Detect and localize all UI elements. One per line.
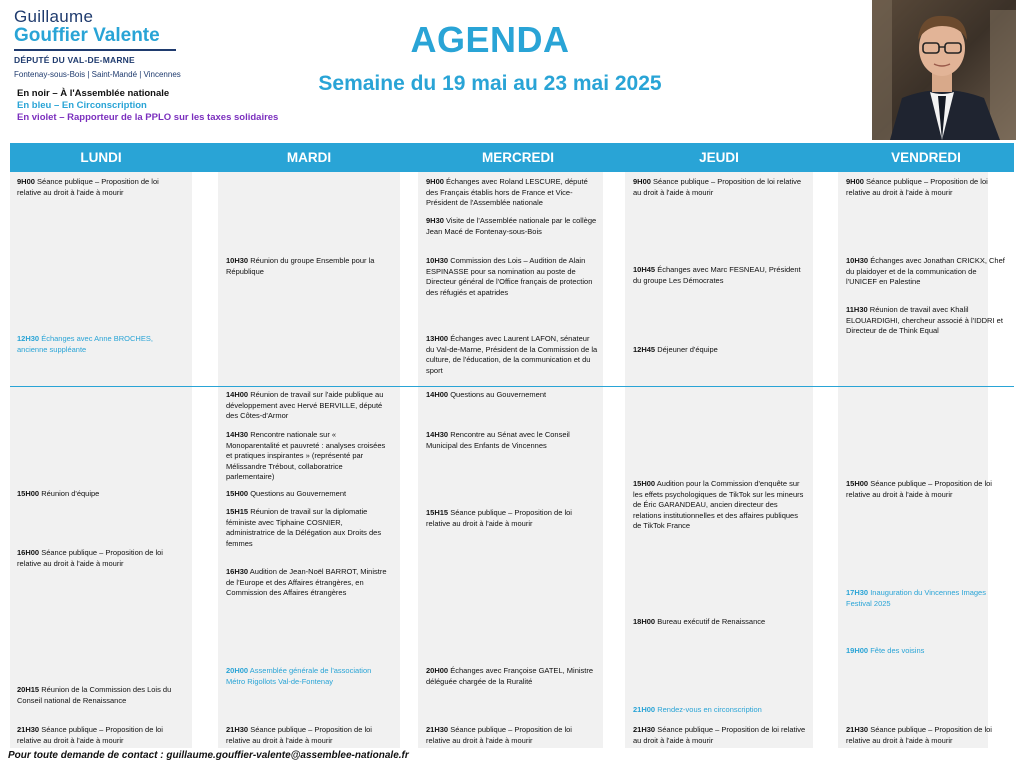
deputy-photo (872, 0, 1016, 140)
event-vendredi-1130: 11H30 Réunion de travail avec Khalil ELOUARDIGHI, chercheur associé à l'IDDRI et Directeur de de Think Equal (846, 305, 1003, 335)
event-mercredi-2000: 20H00 Échanges avec Françoise GATEL, Ministre déléguée chargée de la Ruralité (426, 666, 594, 686)
event-mercredi-0900: 9H00 Échanges avec Roland LESCURE, député des Français établis hors de France et Vice-Président de l'Assemblée nationale (426, 177, 588, 207)
event-lundi-2015: 20H15 Réunion de la Commission des Lois du Conseil national de Renaissance (17, 685, 172, 705)
legend-black: En noir – À l'Assemblée nationale (17, 88, 170, 99)
event-mardi-1630: 16H30 Audition de Jean-Noël BARROT, Ministre de l'Europe et des Affaires étrangères, en Commission des Affaires étrangères (226, 567, 387, 597)
event-jeudi-1245: 12H45 Déjeuner d'équipe (633, 345, 718, 354)
event-vendredi-1500: 15H00 Séance publique – Proposition de loi relative au droit à l'aide à mourir (846, 479, 992, 499)
event-mercredi-1515: 15H15 Séance publique – Proposition de loi relative au droit à l'aide à mourir (426, 508, 572, 528)
event-vendredi-1730: 17H30 Inauguration du Vincennes Images Festival 2025 (846, 588, 986, 608)
legend-blue: En bleu – En Circonscription (17, 100, 147, 111)
event-jeudi-1045: 10H45 Échanges avec Marc FESNEAU, Président du groupe Les Démocrates (633, 265, 801, 285)
event-mardi-1500: 15H00 Questions au Gouvernement (226, 489, 347, 498)
day-header-lundi: LUNDI (80, 150, 122, 165)
event-mercredi-1030: 10H30 Commission des Lois – Audition de Alain ESPINASSE pour sa nomination au poste de Directeur général de l'Office français de protection des réfugiés et apatrides (426, 256, 593, 297)
event-vendredi-1030: 10H30 Échanges avec Jonathan CRICKX, Chef du plaidoyer et de la communication de l'UNICEF en Palestine (846, 256, 1005, 286)
event-mardi-2000: 20H00 Assemblée générale de l'association Métro Rigollots Val-de-Fontenay (226, 666, 372, 686)
event-lundi-1230: 12H30 Échanges avec Anne BROCHES, ancienne suppléante (17, 334, 153, 354)
event-mardi-1430: 14H30 Rencontre nationale sur « Monoparentalité et pauvreté : analyses croisées et pratiques inspirantes » (représenté par Mélissandre Trébout, collaboratrice parlementaire) (226, 430, 386, 481)
logo-towns: Fontenay-sous-Bois | Saint-Mandé | Vincennes (14, 70, 181, 79)
event-jeudi-2130: 21H30 Séance publique – Proposition de loi relative au droit à l'aide à mourir (633, 725, 806, 745)
event-mardi-1515: 15H15 Réunion de travail sur la diplomatie féministe avec Tiphaine COSNIER, administratrice de la Délégation aux Droits des femmes (226, 507, 382, 548)
event-mardi-2130: 21H30 Séance publique – Proposition de loi relative au droit à l'aide à mourir (226, 725, 372, 745)
day-header-jeudi: JEUDI (699, 150, 739, 165)
day-header-mercredi: MERCREDI (481, 150, 554, 165)
page-title: AGENDA (410, 19, 570, 60)
event-lundi-1500: 15H00 Réunion d'équipe (17, 489, 100, 498)
event-vendredi-1900: 19H00 Fête des voisins (846, 646, 925, 655)
contact-footer: Pour toute demande de contact : guillaume.gouffier-valente@assemblee-nationale.fr (8, 750, 409, 761)
event-mercredi-1300: 13H00 Échanges avec Laurent LAFON, sénateur du Val-de-Marne, Président de la Commission de la culture, de l'éducation, de la communication et du sport (426, 334, 598, 375)
midday-divider (10, 386, 1014, 387)
column-lundi (10, 172, 192, 748)
page-subtitle: Semaine du 19 mai au 23 mai 2025 (318, 72, 662, 95)
event-mercredi-1400: 14H00 Questions au Gouvernement (426, 390, 547, 399)
event-mardi-1400: 14H00 Réunion de travail sur l'aide publique au développement avec Hervé BERVILLE, député des Côtes-d'Armor (226, 390, 384, 420)
logo-rule (14, 49, 176, 51)
event-jeudi-0900: 9H00 Séance publique – Proposition de loi relative au droit à l'aide à mourir (633, 177, 802, 197)
logo-role: DÉPUTÉ DU VAL-DE-MARNE (14, 55, 135, 65)
event-mercredi-2130: 21H30 Séance publique – Proposition de loi relative au droit à l'aide à mourir (426, 725, 572, 745)
event-jeudi-1500: 15H00 Audition pour la Commission d'enquête sur les effets psychologiques de TikTok sur les mineurs de Éric GARANDEAU, ancien directeur des relations institutionnelles et des affaires publiques de TikTok France (633, 479, 804, 530)
event-vendredi-2130: 21H30 Séance publique – Proposition de loi relative au droit à l'aide à mourir (846, 725, 992, 745)
event-mardi-1030: 10H30 Réunion du groupe Ensemble pour la République (226, 256, 375, 276)
logo-first-name: Guillaume (14, 7, 94, 26)
event-jeudi-2100: 21H00 Rendez-vous en circonscription (633, 705, 762, 714)
day-header-mardi: MARDI (286, 150, 332, 165)
logo-last-name: Gouffier Valente (14, 25, 160, 46)
event-lundi-2130: 21H30 Séance publique – Proposition de loi relative au droit à l'aide à mourir (17, 725, 163, 745)
event-vendredi-0900: 9H00 Séance publique – Proposition de loi relative au droit à l'aide à mourir (846, 177, 988, 197)
event-mercredi-0930: 9H30 Visite de l'Assemblée nationale par le collège Jean Macé de Fontenay-sous-Bois (426, 216, 597, 236)
legend-violet: En violet – Rapporteur de la PPLO sur les taxes solidaires (17, 112, 279, 123)
logo (14, 8, 194, 81)
column-jeudi (625, 172, 813, 748)
event-mercredi-1430: 14H30 Rencontre au Sénat avec le Conseil Municipal des Enfants de Vincennes (426, 430, 570, 450)
day-header-vendredi: VENDREDI (891, 150, 961, 165)
event-lundi-0900: 9H00 Séance publique – Proposition de loi relative au droit à l'aide à mourir (17, 177, 159, 197)
event-lundi-1600: 16H00 Séance publique – Proposition de loi relative au droit à l'aide à mourir (17, 548, 163, 568)
event-jeudi-1800: 18H00 Bureau exécutif de Renaissance (633, 617, 766, 626)
